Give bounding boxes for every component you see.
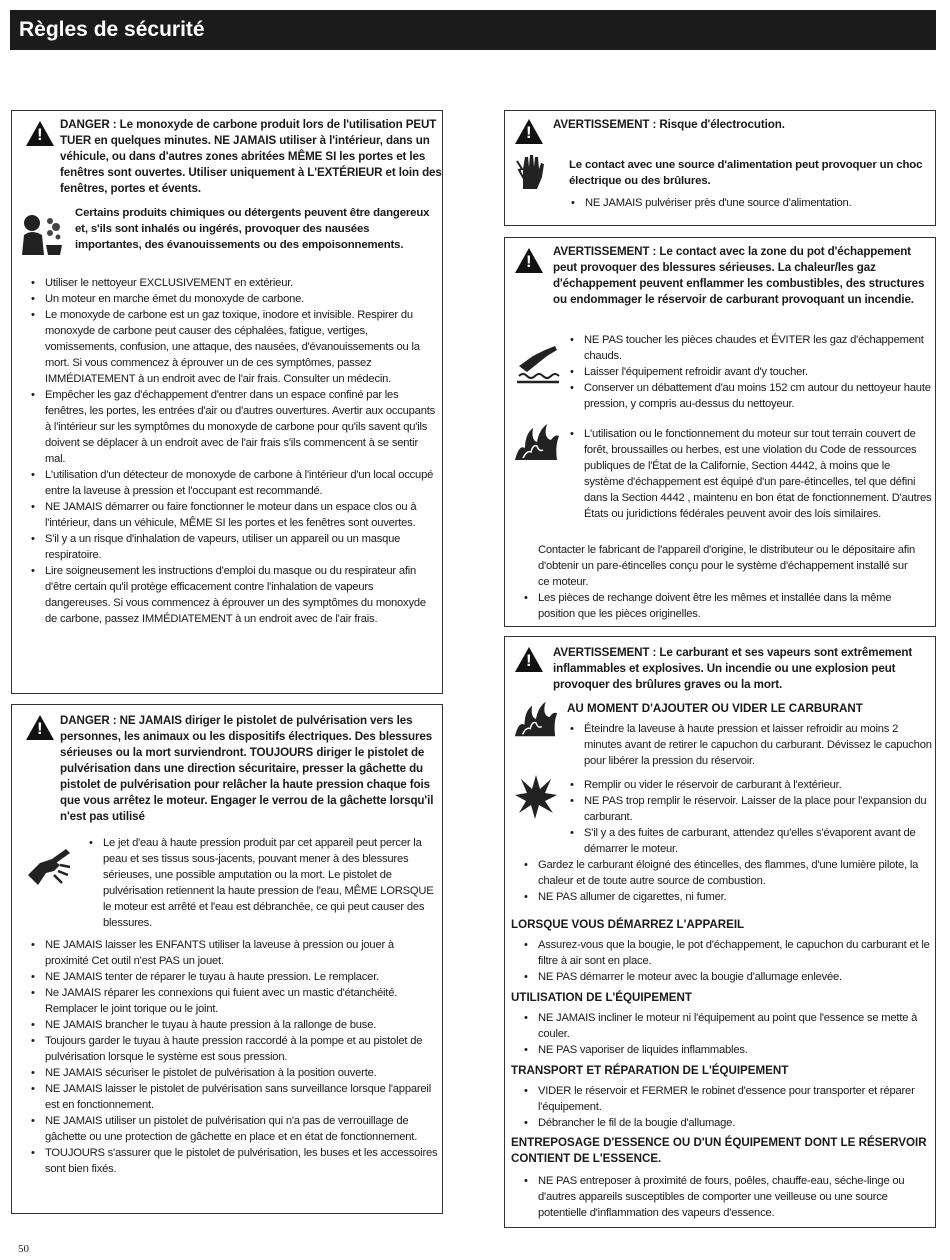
list-item: • S'il y a des fuites de carburant, attendez qu'elles s'évaporent avant de démarrer le moteur. xyxy=(568,825,932,857)
danger-spray-bullets xyxy=(29,937,439,1177)
shock-text: Le contact avec une source d'alimentation peut provoquer un choc électrique ou des brûlures. xyxy=(569,159,923,187)
page-number: 50 xyxy=(18,1243,29,1255)
fire-icon xyxy=(513,422,561,462)
list-item: • Conserver un débattement d'au moins 152 cm autour du nettoyeur haute pression, y compris au-dessus du nettoyeur. xyxy=(568,380,932,412)
hot-surface-icon xyxy=(515,342,561,384)
fuel-add-subheading: AU MOMENT D'AJOUTER OU VIDER LE CARBURANT xyxy=(567,702,863,715)
danger-spray-gun-box xyxy=(11,704,443,1214)
danger-carbon-monoxide-box xyxy=(11,110,443,694)
warning-triangle-icon xyxy=(26,121,54,146)
fuel-storage-subheading: ENTREPOSAGE D'ESSENCE OU D'UN ÉQUIPEMENT DONT LE RÉSERVOIR CONTIENT DE L'ESSENCE. xyxy=(511,1136,927,1165)
list-item: • Débrancher le fil de la bougie d'allumage. xyxy=(522,1115,932,1131)
fuel-storage-bullets xyxy=(522,1173,932,1221)
fuel-start-bullets xyxy=(522,937,932,985)
list-item: • Laisser l'équipement refroidir avant d'y toucher. xyxy=(568,364,932,380)
list-item: • Les pièces de rechange doivent être les mêmes et installée dans la même position que les pièces originelles. xyxy=(522,590,922,622)
list-item: • Remplir ou vider le réservoir de carburant à l'extérieur. xyxy=(568,777,932,793)
list-item: • NE JAMAIS laisser les ENFANTS utiliser la laveuse à pression ou jouer à proximité Cet outil n'est PAS un jouet. xyxy=(29,937,439,969)
fuel-transport-bullets xyxy=(522,1083,932,1131)
list-item: • Toujours garder le tuyau à haute pression raccordé à la pompe et au pistolet de pulvérisation lorsque le système est sous pression. xyxy=(29,1033,439,1065)
list-item: • NE PAS allumer de cigarettes, ni fumer. xyxy=(522,889,932,905)
list-item: • NE JAMAIS tenter de réparer le tuyau à haute pression. Le remplacer. xyxy=(29,969,439,985)
list-item: • Empêcher les gaz d'échappement d'entrer dans un espace confiné par les fenêtres, les portes, les entrées d'air ou d'autres ouvertures. Avertir aux occupants à l'intérieur sur les symptômes du monoxyde de carbone pour qu'ils savent qu'ils doivent se déplacer à un endroit avec de l'air frais s'ils commencent à se sentir mal. xyxy=(29,387,439,467)
list-item: • NE JAMAIS incliner le moteur ni l'équipement au point que l'essence se mette à couler. xyxy=(522,1010,932,1042)
danger-spray-heading: DANGER : NE JAMAIS diriger le pistolet de pulvérisation vers les personnes, les animaux ou les dispositifs électriques. Des blessures sérieuses ou la mort surviendront. TOUJOURS diriger le pistolet de pulvérisation dans une direction sécuritaire, presser la gâchette du pistolet de pulvérisation pour relâcher la haute pression chaque fois que vous arrêtez le moteur. Engager le verrou de la gâchette lorsqu'il n'est pas utilisé xyxy=(60,714,434,823)
warning-triangle-icon xyxy=(26,715,54,740)
list-item: • Gardez le carburant éloigné des étincelles, des flammes, d'une lumière pilote, la chaleur et de toute autre source de combustion. xyxy=(522,857,932,889)
chemical-inhalation-icon xyxy=(20,211,64,257)
list-item: • NE JAMAIS démarrer ou faire fonctionner le moteur dans un espace clos ou à l'intérieur, dans un véhicule, MÊME SI les portes et les fenêtres sont ouvertes. xyxy=(29,499,439,531)
list-item: • VIDER le réservoir et FERMER le robinet d'essence pour transporter et réparer l'équipement. xyxy=(522,1083,932,1115)
list-item: • NE PAS toucher les pièces chaudes et ÉVITER les gaz d'échappement chauds. xyxy=(568,332,932,364)
fuel-transport-subheading: TRANSPORT ET RÉPARATION DE L'ÉQUIPEMENT xyxy=(511,1064,789,1077)
exhaust-heading: AVERTISSEMENT : Le contact avec la zone du pot d'échappement peut provoquer des blessures sérieuses. La chaleur/les gaz d'échappement peuvent enflammer les combustibles, des structures ou endommager le réservoir de carburant provoquant un incendie. xyxy=(553,245,925,306)
danger-co-bullets xyxy=(29,275,439,627)
warning-triangle-icon xyxy=(515,647,543,672)
list-item: • NE JAMAIS utiliser un pistolet de pulvérisation qui n'a pas de verrouillage de gâchette ou une protection de gâchette en place et en état de fonctionnement. xyxy=(29,1113,439,1145)
list-item: • Ne JAMAIS réparer les connexions qui fuient avec un mastic d'étanchéité. Remplacer le joint torique ou le joint. xyxy=(29,985,439,1017)
list-item: • Assurez-vous que la bougie, le pot d'échappement, le capuchon du carburant et le filtre à air sont en place. xyxy=(522,937,932,969)
list-item: • Le jet d'eau à haute pression produit par cet appareil peut percer la peau et ses tissus sous-jacents, pouvant mener à des blessures sérieuses, une possible amputation ou la mort. Le pistolet de pulvérisation retiennent la haute pression de l'eau, MÊME LORSQUE le moteur est arrêté et l'eau est débranchée, ce qui peut causer des blessures. xyxy=(87,835,437,931)
title-bar xyxy=(10,10,936,50)
list-item: • Un moteur en marche émet du monoxyde de carbone. xyxy=(29,291,439,307)
warning-electrocution-box xyxy=(504,110,936,226)
hand-injection-icon xyxy=(26,845,72,889)
list-item: • TOUJOURS s'assurer que le pistolet de pulvérisation, les buses et les accessoires sont bien fixés. xyxy=(29,1145,439,1177)
injection-bullets xyxy=(87,835,437,931)
list-item: • L'utilisation ou le fonctionnement du moteur sur tout terrain couvert de forêt, broussailles ou herbes, est une violation du Code de ressources publiques de l'État de la Californie, Section 4442, à moins que le système d'échappement est équipé d'un pare-étincelles, tel que défini dans la Section 4442 , maintenu en bon état de fonctionnement. D'autres États ou juridictions fédérales peuvent avoir des lois similaires. xyxy=(568,426,932,522)
warning-triangle-icon xyxy=(515,119,543,144)
fuel-use-bullets xyxy=(522,1010,932,1058)
list-item: • Utiliser le nettoyeur EXCLUSIVEMENT en extérieur. xyxy=(29,275,439,291)
shock-heading: AVERTISSEMENT : Risque d'électrocution. xyxy=(553,118,785,131)
hot-bullets xyxy=(568,332,932,412)
chemical-warning: Certains produits chimiques ou détergents peuvent être dangereux et, s'ils sont inhalés ou ingérés, provoquer des nausées importantes, des évanouissements ou des empoisonnements. xyxy=(75,207,430,251)
list-item: • S'il y a un risque d'inhalation de vapeurs, utiliser un appareil ou un masque respiratoire. xyxy=(29,531,439,563)
list-item: • NE PAS vaporiser de liquides inflammables. xyxy=(522,1042,932,1058)
list-item: • Lire soigneusement les instructions d'emploi du masque ou du respirateur afin d'être certain qu'il protège efficacement contre l'inhalation de vapeurs dangereuses. Si vous commencez à éprouver un des symptômes du monoxyde de carbone, passez IMMÉDIATEMENT à un endroit avec de l'air frais. xyxy=(29,563,439,627)
fuel-add-bullets-2 xyxy=(522,777,932,905)
list-item: • NE PAS entreposer à proximité de fours, poêles, chauffe-eau, séche-linge ou d'autres appareils susceptibles de comporter une veilleuse ou une source potentielle d'inflammation des vapeurs d'essence. xyxy=(522,1173,932,1221)
danger-co-heading: DANGER : Le monoxyde de carbone produit lors de l'utilisation PEUT TUER en quelques minutes. NE JAMAIS utiliser à l'intérieur, dans un véhicule, ou dans d'autres zones abritées MÊME SI les portes et les fenêtres sont ouvertes. Utiliser uniquement à L'EXTÉRIEUR et loin des fenêtres, portes et évents. xyxy=(60,118,442,195)
page-title: Règles de sécurité xyxy=(19,18,205,41)
warning-triangle-icon xyxy=(515,248,543,273)
fuel-start-subheading: LORSQUE VOUS DÉMARREZ L'APPAREIL xyxy=(511,918,745,931)
list-item: • Éteindre la laveuse à haute pression et laisser refroidir au moins 2 minutes avant de retirer le capuchon du carburant. Dévissez le capuchon pour libérer la pression du réservoir. xyxy=(568,721,932,769)
list-item: • NE JAMAIS laisser le pistolet de pulvérisation sans surveillance lorsque l'appareil est en fonctionnement. xyxy=(29,1081,439,1113)
fuel-heading: AVERTISSEMENT : Le carburant et ses vapeurs sont extrêmement inflammables et explosives. Un incendie ou une explosion peut provoquer des brûlures graves ou la mort. xyxy=(553,646,913,691)
shock-bullets xyxy=(569,195,933,211)
list-item: • L'utilisation d'un détecteur de monoxyde de carbone à l'intérieur d'un local occupé entre la laveuse à pression et l'occupant est recommandé. xyxy=(29,467,439,499)
warning-exhaust-box xyxy=(504,237,936,627)
spark-arrester-contact-text: Contacter le fabricant de l'appareil d'origine, le distributeur ou le dépositaire afin d'obtenir un pare-étincelles conçu pour le système d'échappement installé sur ce moteur. xyxy=(538,544,916,588)
list-item: • NE PAS démarrer le moteur avec la bougie d'allumage enlevée. xyxy=(522,969,932,985)
list-item: • NE JAMAIS pulvériser près d'une source d'alimentation. xyxy=(569,195,933,211)
list-item: • NE PAS trop remplir le réservoir. Laisser de la place pour l'expansion du carburant. xyxy=(568,793,932,825)
warning-fuel-box xyxy=(504,636,936,1228)
list-item: • NE JAMAIS brancher le tuyau à haute pression à la rallonge de buse. xyxy=(29,1017,439,1033)
fire-bullets xyxy=(568,426,932,522)
exhaust-last-bullets xyxy=(522,590,922,622)
flame-icon xyxy=(513,699,559,739)
fuel-use-subheading: UTILISATION DE L'ÉQUIPEMENT xyxy=(511,991,692,1004)
list-item: • NE JAMAIS sécuriser le pistolet de pulvérisation à la position ouverte. xyxy=(29,1065,439,1081)
electric-shock-hand-icon xyxy=(515,151,551,191)
fuel-add-bullets-1 xyxy=(568,721,932,769)
list-item: • Le monoxyde de carbone est un gaz toxique, inodore et invisible. Respirer du monoxyde de carbone peut causer des céphalées, fatigue, vertiges, vomissements, confusion, une attaque, des nausées, d'évanouissements ou la mort. Si vous commencez à éprouver un de ces symptômes, passez IMMÉDIATEMENT à un endroit avec de l'air frais. Consulter un médecin. xyxy=(29,307,439,387)
